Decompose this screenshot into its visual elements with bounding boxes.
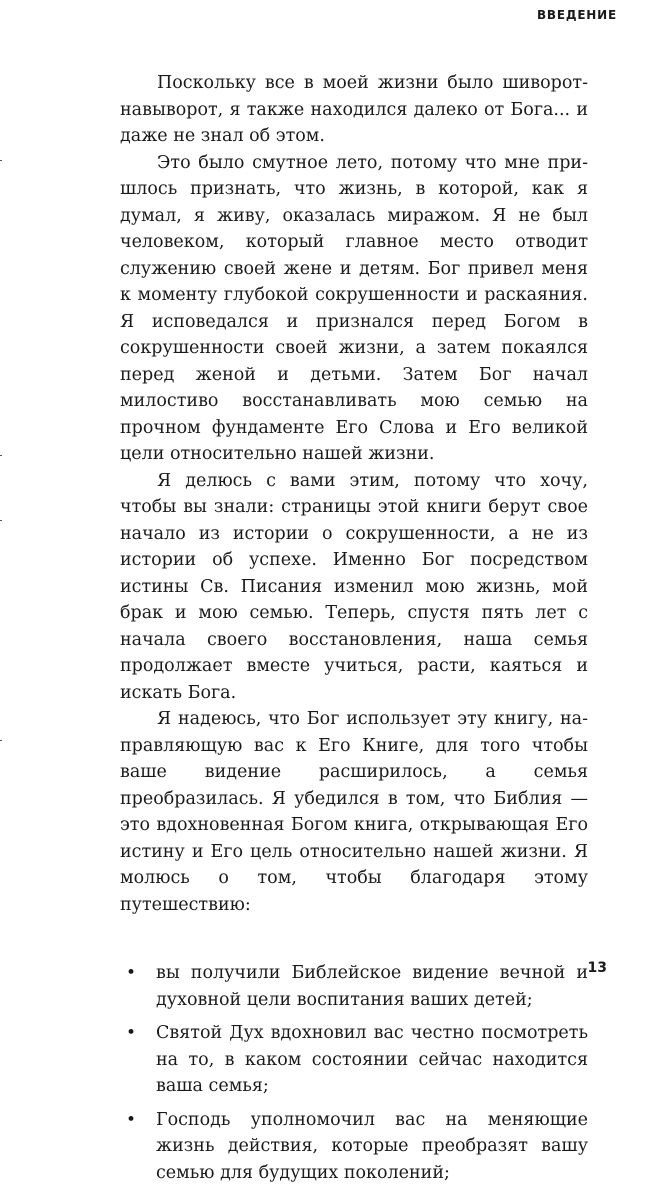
list-item [120, 1020, 588, 1100]
bullet-icon: • [126, 1023, 137, 1043]
bullet-icon: • [126, 963, 137, 983]
list-item-text: вы получили Библейское видение вечной и духовной цели воспитания ваших детей; [156, 963, 588, 1010]
paragraph: Поскольку все в моей жизни было шиворот-навыворот, я также находился далеко от Бога... и даже не знал об этом. [120, 73, 588, 146]
list-item [120, 1107, 588, 1187]
bullet-list [120, 960, 588, 1186]
paragraph: Я надеюсь, что Бог использует эту книгу, направляющую вас к Его Книге, для того чтобы ваше видение расширилось, а семья преобразилась. Я убедился в том, что Библия — это вдохновенная Богом книга, открывающая Его истину и Его цель относительно нашей жизни. Я молюсь о том, чтобы благодаря этому путешествию: [120, 709, 588, 915]
margin-mark [0, 160, 2, 161]
page-number: 13 [587, 960, 607, 976]
paragraph: Это было смутное лето, потому что мне пришлось признать, что жизнь, в которой, как я думал, я живу, оказалась миражом. Я не был человеком, который главное место отводит служению своей жене и детям. Бог привел меня к моменту глубокой сокрушенности и раскаяния. Я исповедался и признался перед Богом в сокрушенности своей жизни, а затем покаялся перед женой и детьми. Затем Бог начал милостиво восстанавливать мою семью на прочном фундаменте Его Слова и Его великой цели относительно нашей жизни. [120, 152, 588, 464]
bullet-icon: • [126, 1109, 137, 1130]
list-item-text: Господь уполномочил вас на меняющие жизнь действия, которые преобразят вашу семью для будущих поколений; [156, 1109, 588, 1183]
paragraph: Я делюсь с вами этим, потому что хочу, чтобы вы знали: страницы этой книги берут свое начало из истории о сокрушенности, а не из истории об успехе. Именно Бог посредством истины Св. Писания изменил мою жизнь, мой брак и мою семью. Теперь, спустя пять лет с начала своего восстановления, наша семья продолжает вместе учиться, расти, каяться и искать Бога. [120, 470, 588, 703]
margin-mark [0, 740, 2, 741]
margin-mark [0, 520, 2, 521]
running-head: ВВЕДЕНИЕ [536, 8, 617, 22]
margin-mark [0, 455, 2, 456]
body-text [120, 70, 588, 1193]
list-item-text: Святой Дух вдохновил вас честно посмотреть на то, в каком состоянии сейчас находится ваша семья; [156, 1023, 588, 1096]
list-item [120, 960, 588, 1013]
